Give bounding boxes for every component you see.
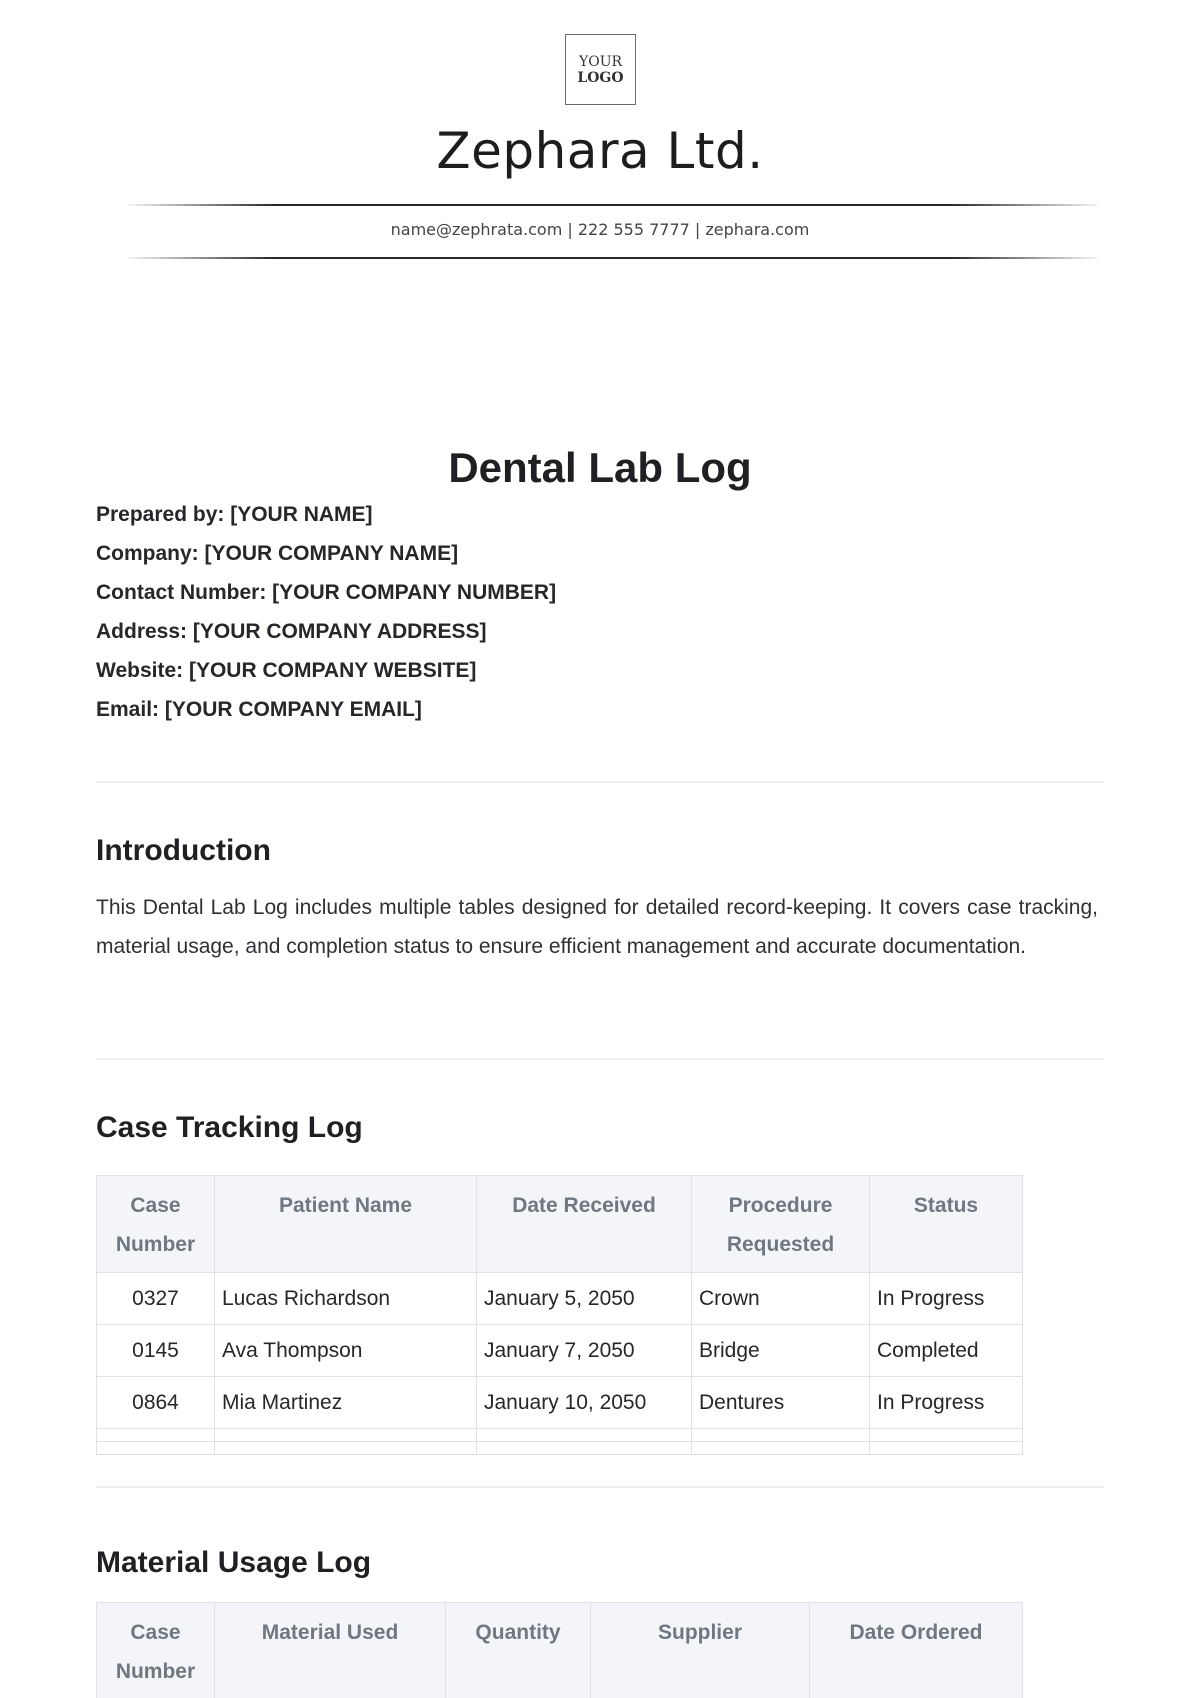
introduction-text: This Dental Lab Log includes multiple tables designed for detailed record-keeping. It covers case tracking, material usage, and completion status to ensure efficient management and accurate documentation. [96,896,1098,958]
column-header: Material Used [215,1603,446,1698]
header-rule-bottom [128,257,1098,259]
status-cell: Completed [870,1325,1023,1377]
procedure-cell: Dentures [692,1377,870,1429]
date-received-cell: January 7, 2050 [477,1325,692,1377]
table-row [97,1377,1023,1429]
meta-website: Website: [YOUR COMPANY WEBSITE] [96,659,477,682]
patient-name-cell: Mia Martinez [215,1377,477,1429]
document-title: Dental Lab Log [448,444,752,491]
column-header: Patient Name [215,1176,477,1273]
procedure-cell: Crown [692,1273,870,1325]
column-header: Procedure Requested [692,1176,870,1273]
column-header: Status [870,1176,1023,1273]
meta-company: Company: [YOUR COMPANY NAME] [96,542,459,565]
empty-table-row [97,1442,1023,1455]
case-number-cell: 0145 [97,1325,215,1377]
table-header-row [97,1176,1023,1273]
status-cell: In Progress [870,1273,1023,1325]
contact-line: name@zephrata.com | 222 555 7777 | zephara.com [390,220,810,239]
logo-text-line1: YOUR [578,53,623,70]
meta-address: Address: [YOUR COMPANY ADDRESS] [96,620,487,643]
meta-email: Email: [YOUR COMPANY EMAIL] [96,698,422,721]
column-header: Date Received [477,1176,692,1273]
table-header-row [97,1603,1023,1698]
status-cell: In Progress [870,1377,1023,1429]
section-divider [96,1486,1104,1488]
material-usage-heading: Material Usage Log [96,1546,372,1579]
patient-name-cell: Ava Thompson [215,1325,477,1377]
material-usage-table [96,1602,1023,1698]
column-header: Supplier [591,1603,810,1698]
section-divider [96,1058,1104,1060]
document-meta [96,500,556,734]
header-rule-top [128,204,1098,206]
section-divider [96,781,1104,783]
company-logo [565,34,636,105]
meta-contact-number: Contact Number: [YOUR COMPANY NUMBER] [96,581,557,604]
procedure-cell: Bridge [692,1325,870,1377]
case-tracking-heading: Case Tracking Log [96,1111,363,1144]
logo-text-line2: LOGO [577,69,624,86]
column-header: Case Number [97,1176,215,1273]
case-number-cell: 0327 [97,1273,215,1325]
table-row [97,1273,1023,1325]
table-row [97,1325,1023,1377]
date-received-cell: January 5, 2050 [477,1273,692,1325]
meta-prepared-by: Prepared by: [YOUR NAME] [96,503,373,526]
case-number-cell: 0864 [97,1377,215,1429]
date-received-cell: January 10, 2050 [477,1377,692,1429]
case-tracking-table [96,1175,1023,1455]
column-header: Case Number [97,1603,215,1698]
introduction-heading: Introduction [96,834,271,867]
company-name: Zephara Ltd. [436,122,764,180]
column-header: Date Ordered [810,1603,1023,1698]
patient-name-cell: Lucas Richardson [215,1273,477,1325]
empty-table-row [97,1429,1023,1442]
column-header: Quantity [446,1603,591,1698]
